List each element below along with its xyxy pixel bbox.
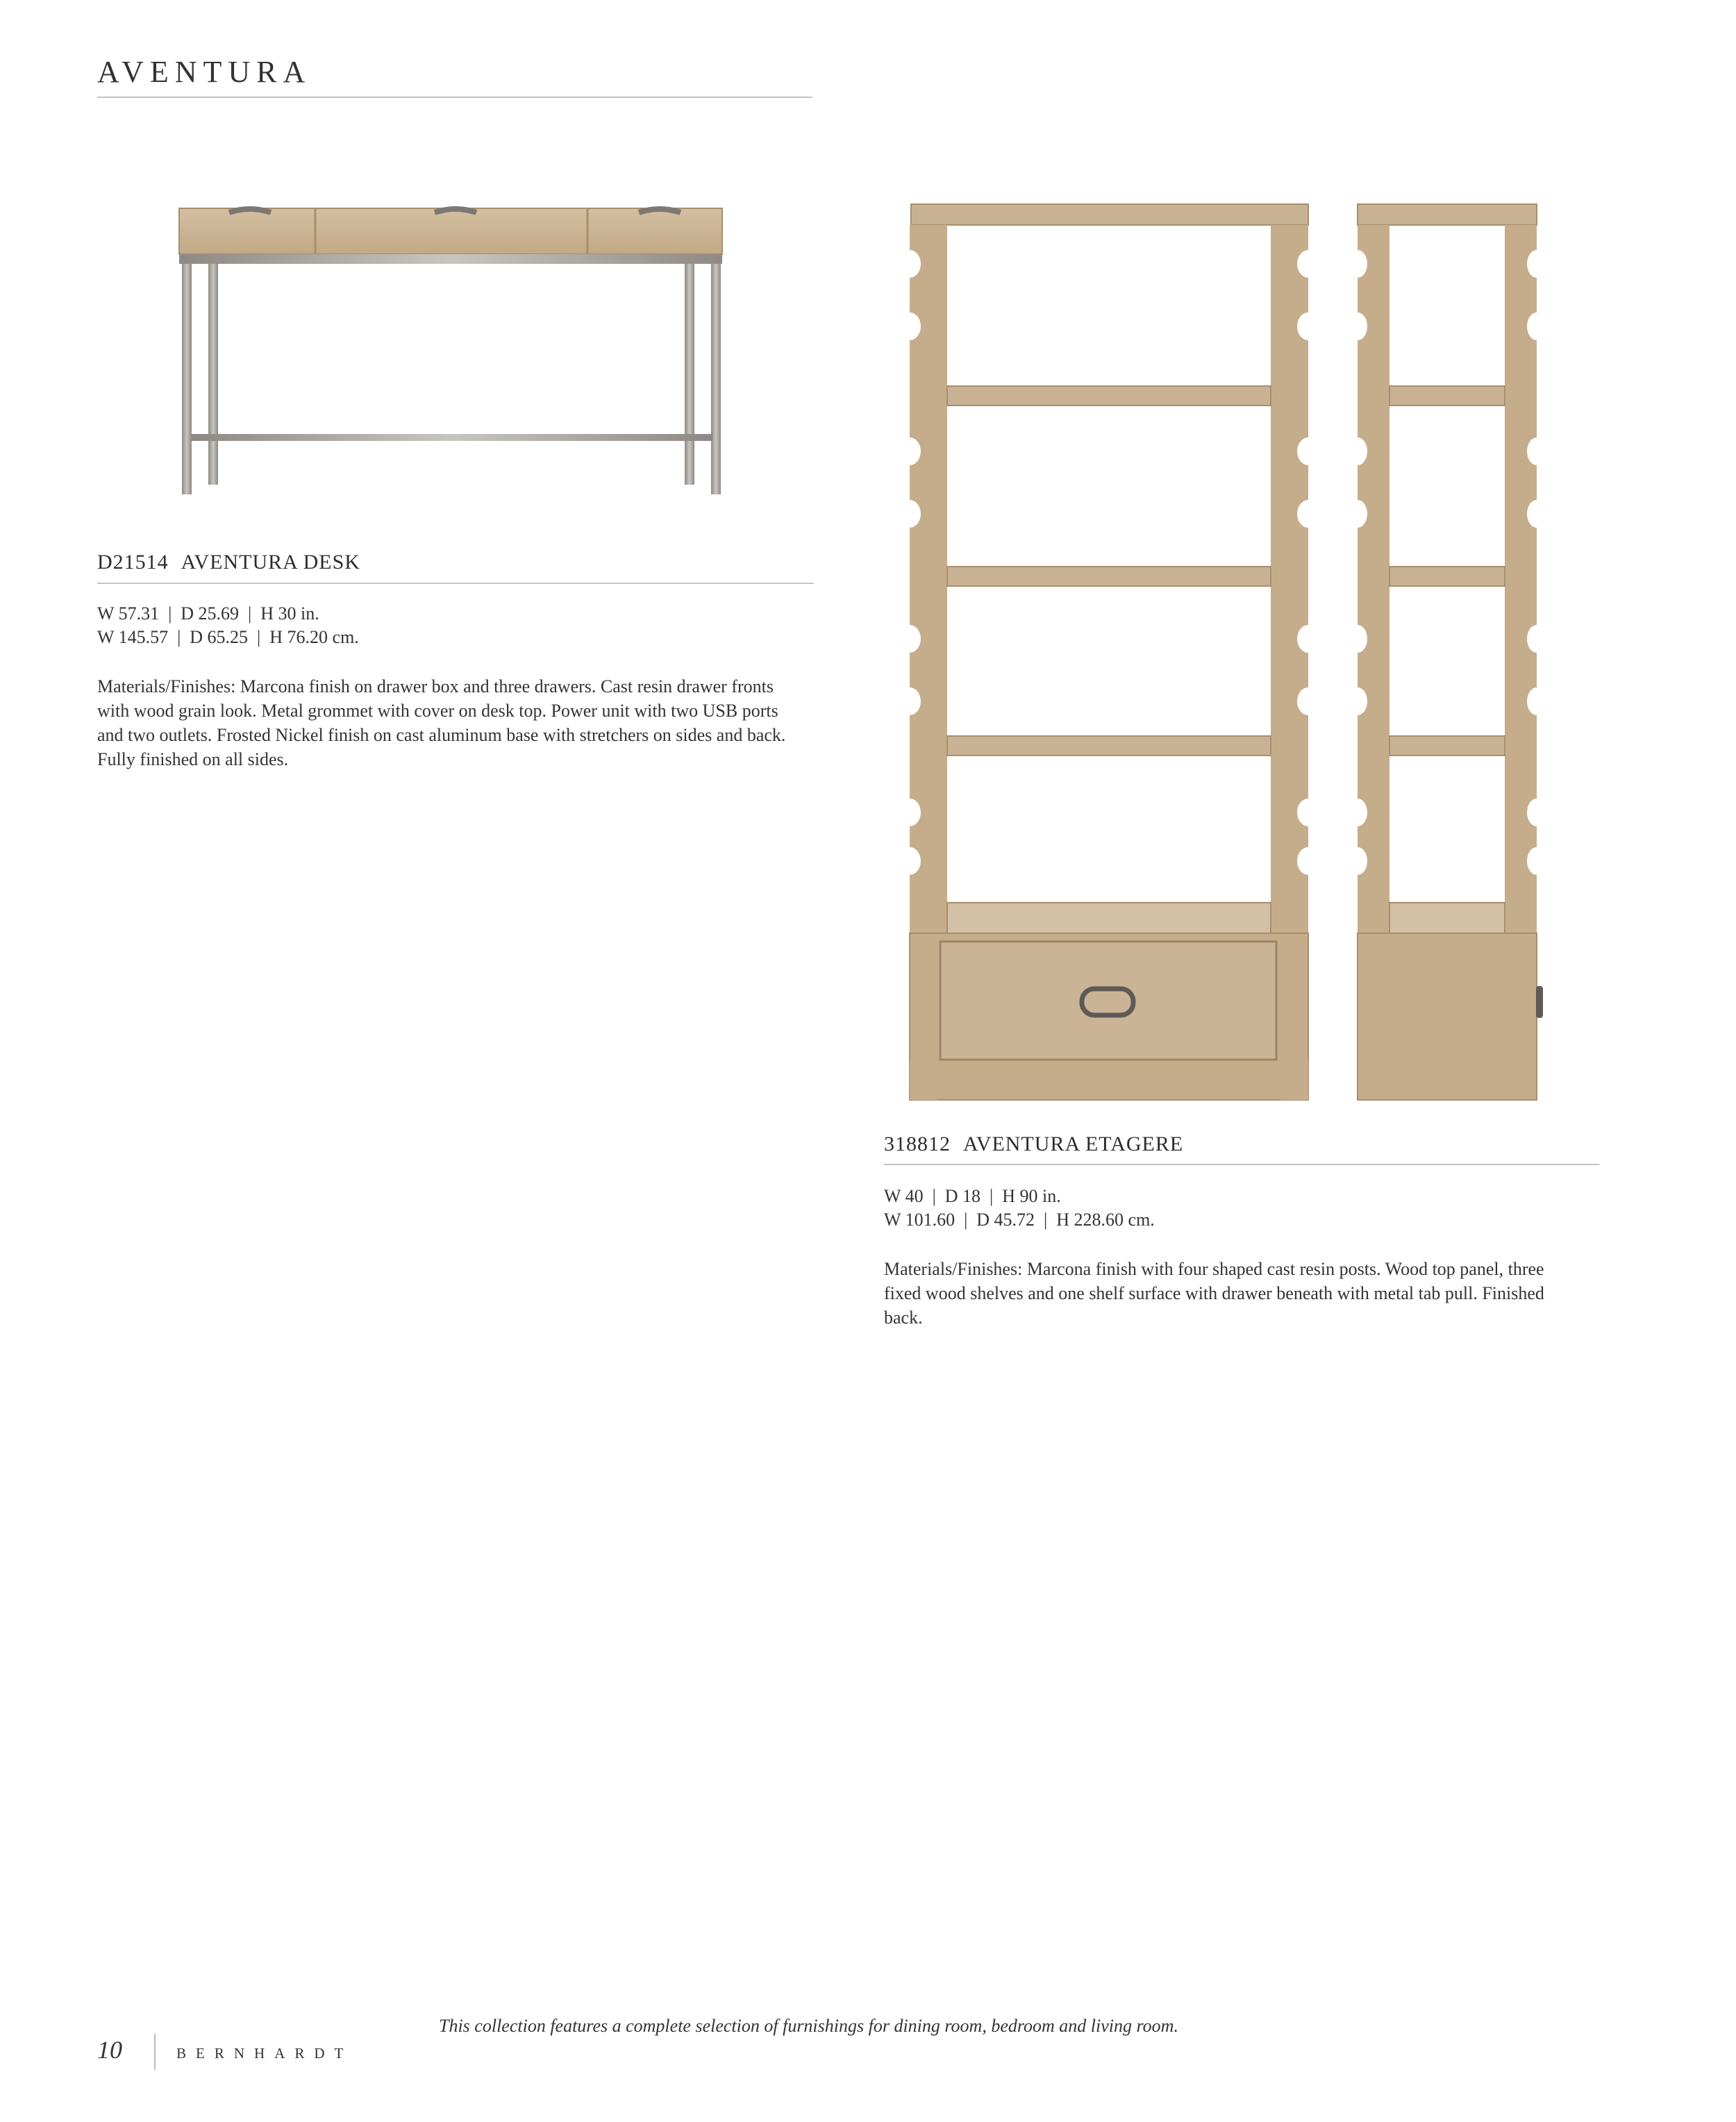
- etagere-title: [884, 1133, 1183, 1156]
- etagere-divider: [884, 1164, 1599, 1165]
- collection-tagline: This collection features a complete selection of furnishings for dining room, bedroom and living room.: [439, 2016, 1178, 2036]
- etagere-dimensions: [884, 1185, 1155, 1232]
- desk-name: AVENTURA DESK: [181, 551, 360, 574]
- etagere-materials: Materials/Finishes: Marcona finish with four shaped cast resin posts. Wood top panel, three fixed wood shelves and one shelf surface with drawer beneath with metal tab pull. Finished back.: [884, 1259, 1544, 1328]
- page-number: 10: [97, 2036, 122, 2064]
- etagere-side-illustration: [1348, 204, 1546, 1100]
- desk-code: D21514: [97, 551, 169, 574]
- desk-illustration: [179, 208, 722, 494]
- desk-dims-inches: W 57.31 | D 25.69 | H 30 in.: [97, 603, 319, 624]
- desk-divider: [97, 583, 814, 584]
- etagere-name: AVENTURA ETAGERE: [963, 1133, 1184, 1155]
- brand-name: BERNHARDT: [176, 2045, 353, 2062]
- etagere-dims-cm: W 101.60 | D 45.72 | H 228.60 cm.: [884, 1210, 1155, 1230]
- etagere-front-illustration: [899, 204, 1319, 1100]
- etagere-dims-inches: W 40 | D 18 | H 90 in.: [884, 1186, 1061, 1206]
- header-divider: [97, 97, 812, 98]
- desk-dims-cm: W 145.57 | D 65.25 | H 76.20 cm.: [97, 627, 359, 647]
- desk-dimensions: [97, 602, 359, 649]
- etagere-code: 318812: [884, 1133, 951, 1155]
- desk-title: [97, 551, 360, 574]
- desk-materials: Materials/Finishes: Marcona finish on drawer box and three drawers. Cast resin drawer fronts with wood grain look. Metal grommet with cover on desk top. Power unit with two USB ports and two outlets. Frosted Nickel finish on cast aluminum base with stretchers on sides and back. Fully finished on all sides.: [97, 676, 786, 769]
- collection-title: AVENTURA: [97, 55, 312, 89]
- footer-divider: [154, 2034, 156, 2070]
